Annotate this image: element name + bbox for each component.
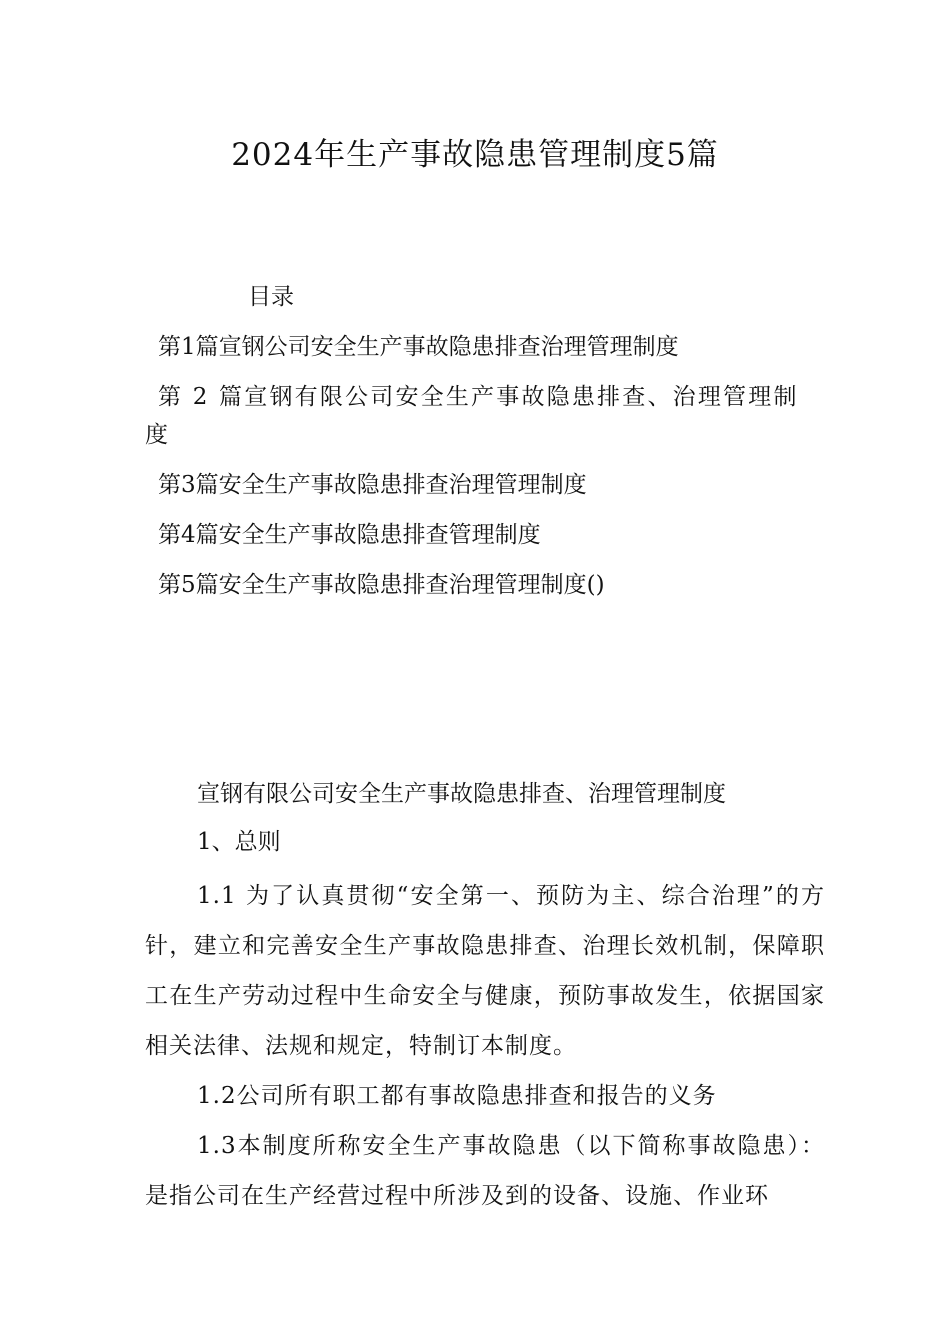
toc-item-1: 第1篇宣钢公司安全生产事故隐患排查治理管理制度 — [158, 334, 679, 360]
paragraph-1-2: 1.2公司所有职工都有事故隐患排查和报告的义务 — [197, 1083, 717, 1109]
section-heading-general: 1、总则 — [197, 829, 281, 855]
toc-item-3: 第3篇安全生产事故隐患排查治理管理制度 — [158, 472, 587, 498]
section-title: 宣钢有限公司安全生产事故隐患排查、治理管理制度 — [197, 781, 726, 807]
section-body — [145, 775, 825, 1221]
toc-item-4: 第4篇安全生产事故隐患排查管理制度 — [158, 522, 541, 548]
paragraph-1-3: 1.3本制度所称安全生产事故隐患（以下简称事故隐患）：是指公司在生产经营过程中所涉及到的设备、设施、作业环 — [145, 1133, 825, 1209]
toc-item-2: 第 2 篇宣钢有限公司安全生产事故隐患排查、治理管理制度 — [145, 384, 799, 448]
paragraph-1-1: 1.1 为了认真贯彻“安全第一、预防为主、综合治理”的方针，建立和完善安全生产事故隐患排查、治理长效机制，保障职工在生产劳动过程中生命安全与健康，预防事故发生，依据国家相关法律、法规和规定，特制订本制度。 — [145, 883, 825, 1059]
document-title: 2024年生产事故隐患管理制度5篇 — [231, 137, 719, 173]
table-of-contents — [145, 328, 815, 616]
toc-heading: 目录 — [248, 284, 294, 310]
toc-item-5: 第5篇安全生产事故隐患排查治理管理制度() — [158, 572, 605, 598]
